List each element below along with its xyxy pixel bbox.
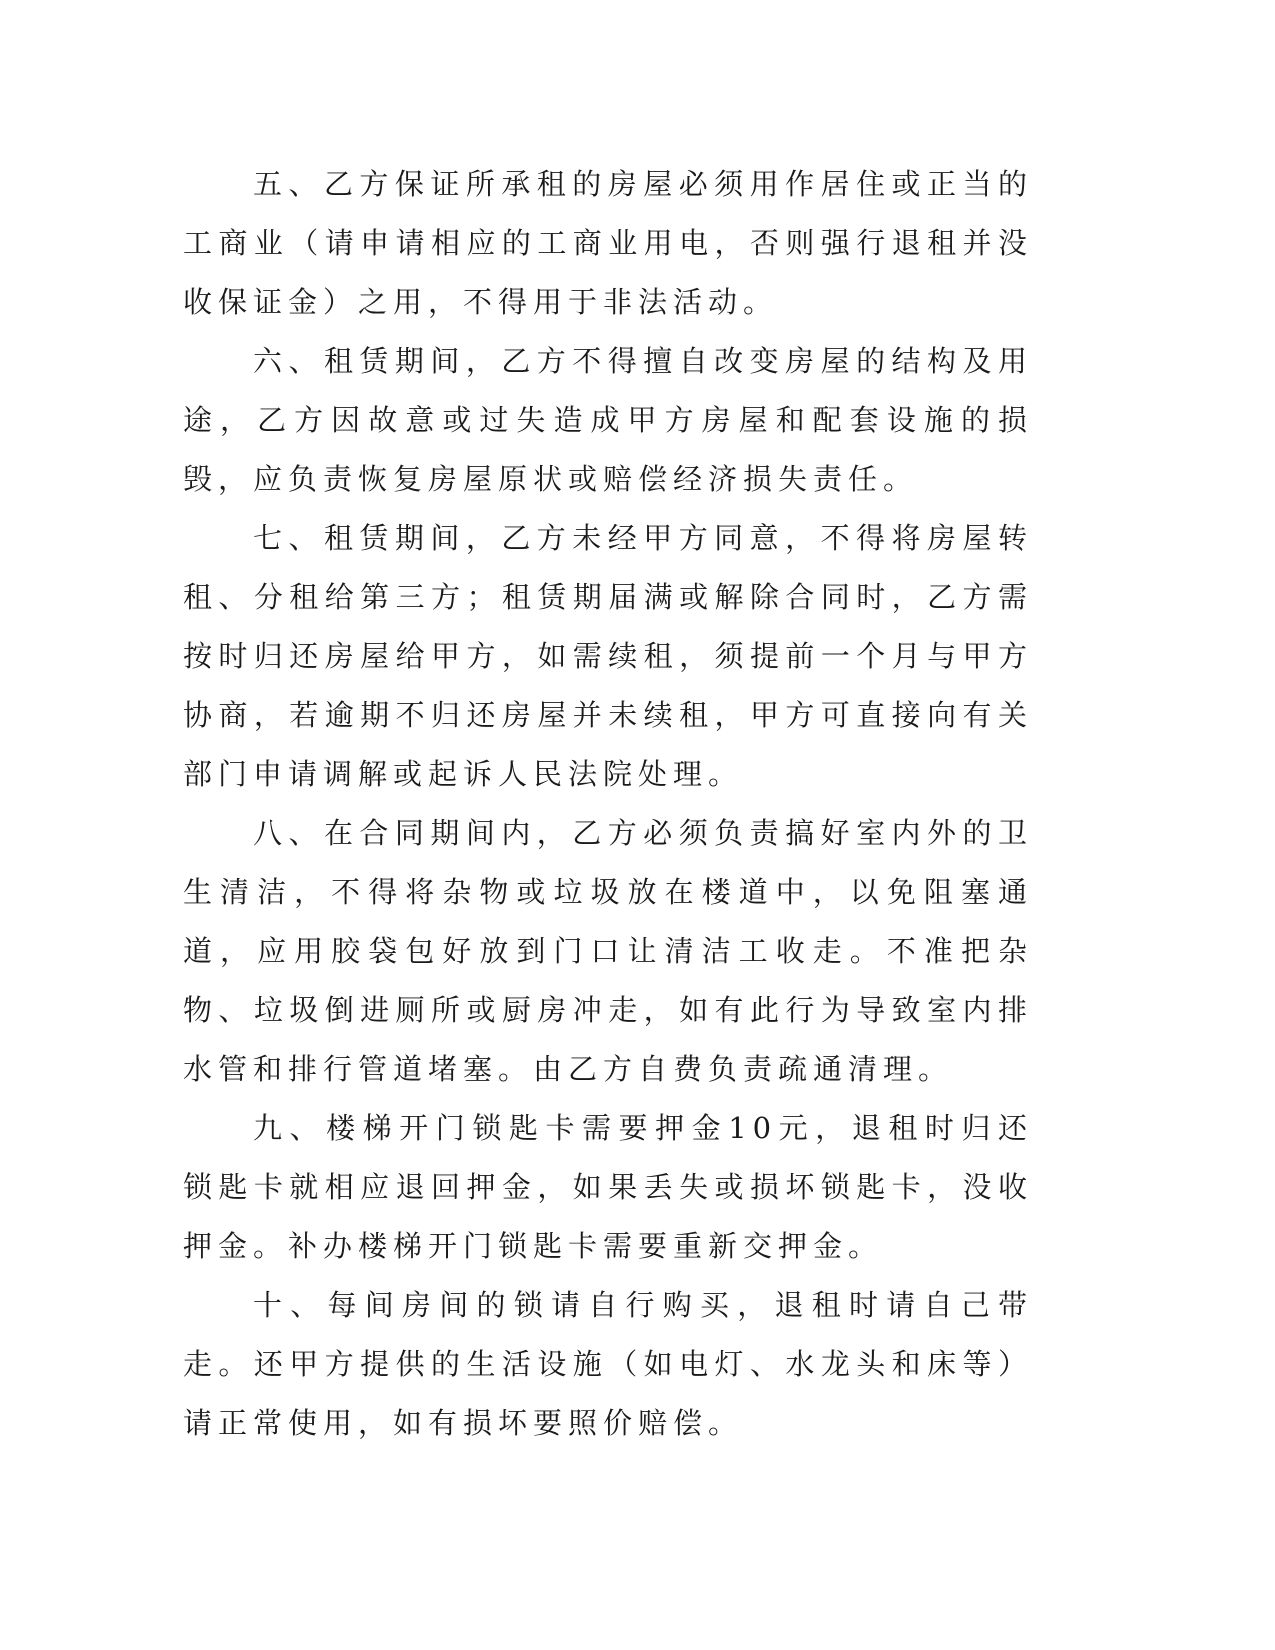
clause-6: 六、租赁期间，乙方不得擅自改变房屋的结构及用途，乙方因故意或过失造成甲方房屋和配套设施的损毁，应负责恢复房屋原状或赔偿经济损失责任。 (183, 344, 1033, 496)
clause-10: 十、每间房间的锁请自行购买，退租时请自己带走。还甲方提供的生活设施（如电灯、水龙头和床等）请正常使用，如有损坏要照价赔偿。 (183, 1288, 1033, 1440)
contract-body (183, 155, 1033, 1453)
clause-9: 九、楼梯开门锁匙卡需要押金10元，退租时归还锁匙卡就相应退回押金，如果丢失或损坏锁匙卡，没收押金。补办楼梯开门锁匙卡需要重新交押金。 (183, 1111, 1033, 1263)
clause-5: 五、乙方保证所承租的房屋必须用作居住或正当的工商业（请申请相应的工商业用电，否则强行退租并没收保证金）之用，不得用于非法活动。 (183, 167, 1033, 319)
clause-8: 八、在合同期间内，乙方必须负责搞好室内外的卫生清洁，不得将杂物或垃圾放在楼道中，以免阻塞通道，应用胶袋包好放到门口让清洁工收走。不准把杂物、垃圾倒进厕所或厨房冲走，如有此行为导致室内排水管和排行管道堵塞。由乙方自费负责疏通清理。 (183, 816, 1033, 1086)
clause-7: 七、租赁期间，乙方未经甲方同意，不得将房屋转租、分租给第三方；租赁期届满或解除合同时，乙方需按时归还房屋给甲方，如需续租，须提前一个月与甲方协商，若逾期不归还房屋并未续租，甲方可直接向有关部门申请调解或起诉人民法院处理。 (183, 521, 1033, 791)
